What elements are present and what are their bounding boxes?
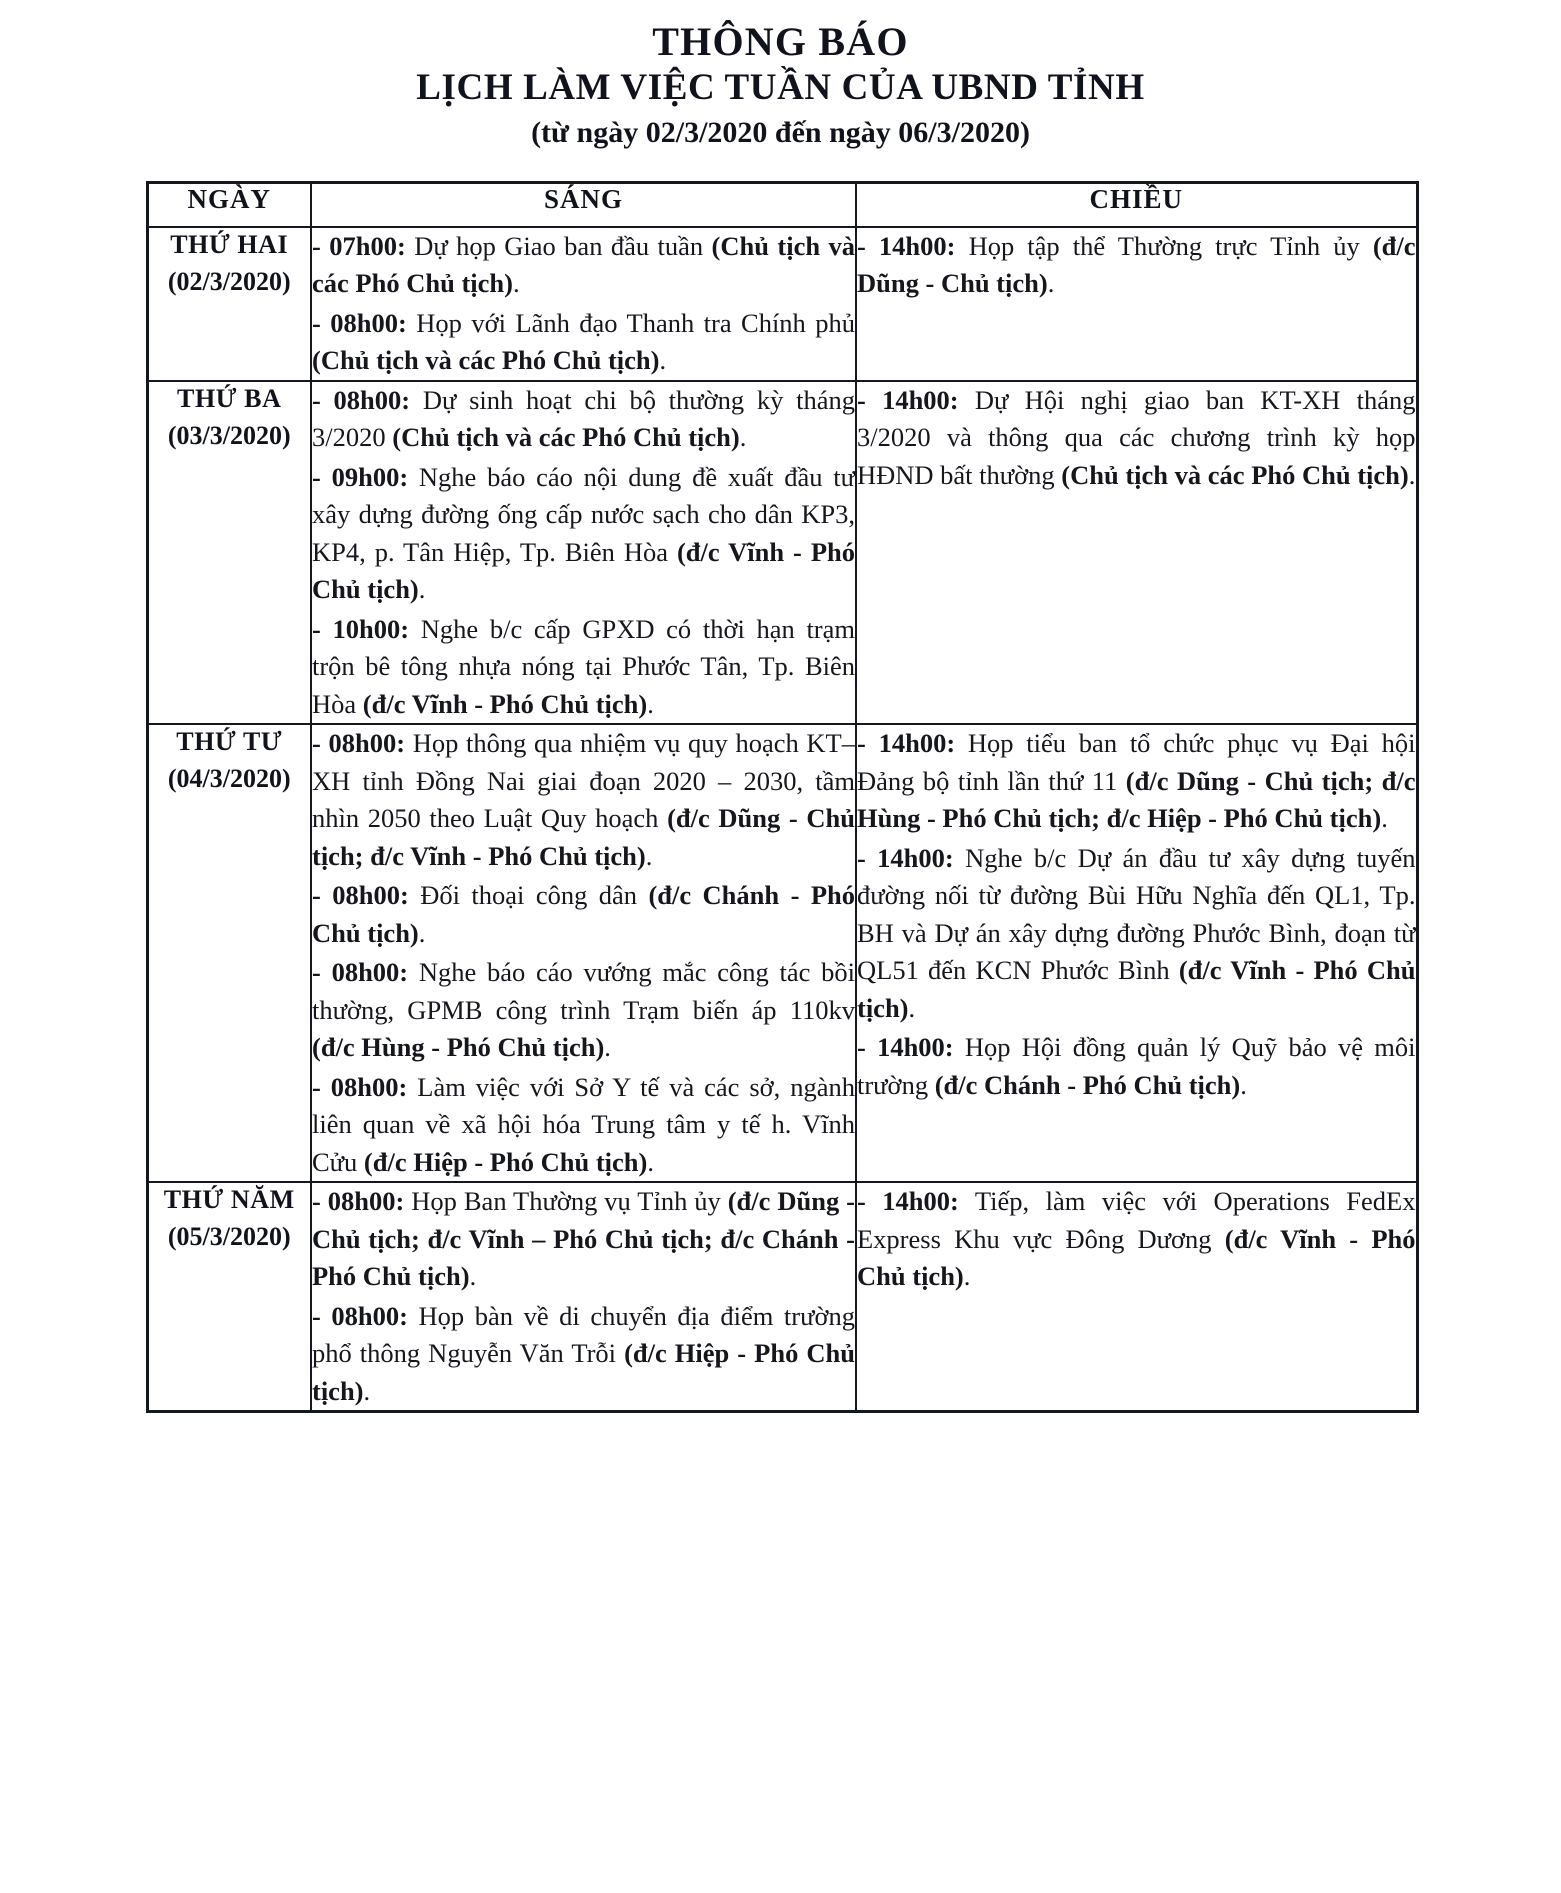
schedule-item <box>857 228 1416 303</box>
schedule-item <box>312 725 855 875</box>
schedule-item <box>312 228 855 303</box>
day-name: THỨ TƯ <box>176 727 283 757</box>
schedule-item-text: Họp bàn về di chuyển địa điểm trường phổ thông Nguyễn Văn Trỗi <box>312 1300 855 1369</box>
header-row <box>147 182 1417 227</box>
schedule-item-attendees: (đ/c Hiệp - Phó Chủ tịch) <box>312 1338 855 1406</box>
day-cell <box>147 1182 311 1411</box>
schedule-item-time: - 08h00: <box>312 957 409 988</box>
table-body <box>147 227 1417 1412</box>
schedule-item-text: Dự sinh hoạt chi bộ thường kỳ tháng 3/2020 <box>312 384 855 453</box>
schedule-item-time: - 14h00: <box>857 384 959 415</box>
schedule-item-attendees: (đ/c Vĩnh - Phó Chủ tịch) <box>362 688 648 719</box>
schedule-item-text: Nghe báo cáo nội dung đề xuất đầu tư xây dựng đường ống cấp nước sạch cho dân KP3, KP4, p. Tân Hiệp, Tp. Biên Hòa <box>312 461 855 567</box>
schedule-item-tail: . <box>908 992 916 1023</box>
schedule-item <box>312 305 855 380</box>
table-row <box>147 227 1417 381</box>
schedule-item-tail: . <box>647 1146 654 1177</box>
schedule-item-attendees: (đ/c Dũng - Chủ tịch) <box>857 230 1416 299</box>
schedule-item-tail: . <box>363 1375 371 1406</box>
schedule-item <box>857 1029 1416 1104</box>
schedule-item <box>857 725 1416 837</box>
page-title: THÔNG BÁO <box>652 19 909 64</box>
schedule-item-tail: . <box>647 688 654 719</box>
schedule-item-attendees: (đ/c Hiệp - Phó Chủ tịch) <box>363 1146 648 1177</box>
day-cell <box>147 227 311 381</box>
schedule-item-tail: . <box>1408 459 1416 490</box>
schedule-item-text: Họp tiểu ban tổ chức phục vụ Đại hội Đảng bộ tỉnh lần thứ 11 <box>857 728 1416 796</box>
morning-cell <box>311 724 856 1182</box>
schedule-item-time: - 08h00: <box>312 728 406 759</box>
schedule-table <box>146 181 1419 1413</box>
schedule-item-attendees: (Chủ tịch và các Phó Chủ tịch) <box>392 422 740 453</box>
day-date: (05/3/2020) <box>167 1221 291 1251</box>
schedule-item-time: - 14h00: <box>857 1186 959 1217</box>
schedule-item-time: - 08h00: <box>312 1300 408 1331</box>
schedule-item <box>857 840 1416 1027</box>
day-name: THỨ HAI <box>170 229 289 259</box>
schedule-item-tail: . <box>659 345 667 376</box>
schedule-table-wrapper <box>146 181 1416 1413</box>
schedule-item-time: - 14h00: <box>857 842 954 873</box>
schedule-item-attendees: (đ/c Chánh - Phó Chủ tịch) <box>312 880 855 948</box>
schedule-item-attendees: (đ/c Dũng - Chủ tịch; đ/c Vĩnh – Phó Chủ tịch; đ/c Chánh - Phó Chủ tịch) <box>312 1186 855 1292</box>
schedule-item-attendees: (đ/c Dũng - Chủ tịch; đ/c Hùng - Phó Chủ tịch; đ/c Hiệp - Phó Chủ tịch) <box>857 765 1416 834</box>
schedule-item <box>312 459 855 609</box>
date-range: (từ ngày 02/3/2020 đến ngày 06/3/2020) <box>531 115 1030 149</box>
schedule-item-time: - 08h00: <box>312 384 411 415</box>
schedule-item-attendees: (đ/c Vĩnh - Phó Chủ tịch) <box>857 1223 1416 1292</box>
schedule-item-tail: . <box>469 1261 477 1292</box>
schedule-item-time: - 14h00: <box>857 230 956 261</box>
afternoon-cell <box>856 227 1417 381</box>
afternoon-cell <box>856 724 1417 1182</box>
schedule-item-tail: . <box>418 917 426 948</box>
schedule-item-attendees: (Chủ tịch và các Phó Chủ tịch) <box>312 345 660 376</box>
schedule-item-attendees: (đ/c Chánh - Phó Chủ tịch) <box>934 1069 1241 1100</box>
schedule-item-time: - 08h00: <box>312 1186 405 1217</box>
page-subtitle: LỊCH LÀM VIỆC TUẦN CỦA UBND TỈNH <box>416 66 1145 108</box>
table-row <box>147 724 1417 1182</box>
schedule-item-time: - 08h00: <box>312 307 407 338</box>
morning-cell <box>311 1182 856 1411</box>
schedule-item-text: Dự họp Giao ban đầu tuần <box>405 230 712 261</box>
schedule-item-text: Dự Hội nghị giao ban KT-XH tháng 3/2020 và thông qua các chương trình kỳ họp HĐND bất thường <box>857 384 1416 490</box>
day-date: (03/3/2020) <box>167 420 291 450</box>
day-date: (04/3/2020) <box>167 764 291 794</box>
schedule-item-text: Họp thông qua nhiệm vụ quy hoạch KT–XH tỉnh Đồng Nai giai đoạn 2020 – 2030, tầm nhìn 2050 theo Luật Quy hoạch <box>312 728 855 834</box>
schedule-item-text: Làm việc với Sở Y tế và các sở, ngành liên quan về xã hội hóa Trung tâm y tế h. Vĩnh Cửu <box>312 1071 855 1177</box>
schedule-item <box>312 877 855 952</box>
schedule-item-tail: . <box>604 1032 611 1063</box>
schedule-item-text: Nghe b/c Dự án đầu tư xây dựng tuyến đường nối từ đường Bùi Hữu Nghĩa đến QL1, Tp. BH và Dự án xây dựng đường Phước Bình, đoạn từ QL51 đến KCN Phước Bình <box>857 842 1416 986</box>
day-date: (02/3/2020) <box>167 266 291 296</box>
schedule-item-time: - 10h00: <box>312 613 410 644</box>
schedule-item-tail: . <box>418 574 426 605</box>
schedule-item-tail: . <box>512 268 520 299</box>
table-row <box>147 1182 1417 1411</box>
schedule-item-attendees: (đ/c Hùng - Phó Chủ tịch) <box>312 1032 605 1063</box>
table-header <box>147 182 1417 227</box>
schedule-item-attendees: (đ/c Dũng - Chủ tịch; đ/c Vĩnh - Phó Chủ tịch) <box>312 803 855 871</box>
table-row <box>147 381 1417 724</box>
schedule-item-attendees: (đ/c Vĩnh - Phó Chủ tịch) <box>312 536 856 605</box>
schedule-item <box>857 1183 1416 1295</box>
day-cell <box>147 381 311 724</box>
schedule-item-tail: . <box>739 422 747 453</box>
schedule-item <box>312 1069 855 1181</box>
schedule-item-time: - 07h00: <box>312 230 406 261</box>
schedule-item-text: Họp Hội đồng quản lý Quỹ bảo vệ môi trường <box>857 1032 1416 1100</box>
schedule-item-time: - 14h00: <box>857 1032 954 1063</box>
afternoon-cell <box>856 381 1417 724</box>
schedule-item <box>312 382 855 457</box>
schedule-item-text: Họp tập thể Thường trực Tỉnh ủy <box>955 230 1373 261</box>
schedule-item-text: Tiếp, làm việc với Operations FedEx Express Khu vực Đông Dương <box>857 1186 1416 1254</box>
schedule-item-tail: . <box>1240 1069 1247 1100</box>
document-title-block <box>146 14 1416 151</box>
schedule-item <box>312 611 855 723</box>
column-header-afternoon: CHIỀU <box>856 182 1417 227</box>
schedule-item <box>857 382 1416 494</box>
schedule-item-tail: . <box>1047 268 1055 299</box>
schedule-item-text: Đối thoại công dân <box>408 880 649 911</box>
day-name: THỨ BA <box>177 383 282 413</box>
morning-cell <box>311 381 856 724</box>
schedule-item-text: Họp với Lãnh đạo Thanh tra Chính phủ <box>406 307 855 338</box>
schedule-item-time: - 09h00: <box>312 461 409 492</box>
schedule-item-attendees: (Chủ tịch và các Phó Chủ tịch) <box>1061 459 1409 490</box>
schedule-item <box>312 1183 855 1295</box>
schedule-item <box>312 1298 855 1410</box>
schedule-item-attendees: (đ/c Vĩnh - Phó Chủ tịch) <box>857 955 1416 1023</box>
day-name: THỨ NĂM <box>163 1185 295 1215</box>
afternoon-cell <box>856 1182 1417 1411</box>
schedule-item-text: Nghe b/c cấp GPXD có thời hạn trạm trộn bê tông nhựa nóng tại Phước Tân, Tp. Biên Hòa <box>312 613 856 719</box>
schedule-item-text: Nghe báo cáo vướng mắc công tác bồi thường, GPMB công trình Trạm biến áp 110kv <box>312 957 856 1025</box>
schedule-item-time: - 08h00: <box>312 880 409 911</box>
schedule-item-time: - 08h00: <box>312 1071 408 1102</box>
schedule-item-text: Họp Ban Thường vụ Tỉnh ủy <box>404 1186 728 1217</box>
schedule-item-tail: . <box>963 1261 971 1292</box>
schedule-item-tail: . <box>645 840 653 871</box>
morning-cell <box>311 227 856 381</box>
schedule-item <box>312 954 855 1066</box>
column-header-day: NGÀY <box>147 182 311 227</box>
schedule-item-time: - 14h00: <box>857 728 956 759</box>
schedule-item-tail: . <box>1381 803 1388 834</box>
schedule-item-attendees: (Chủ tịch và các Phó Chủ tịch) <box>312 230 855 299</box>
day-cell <box>147 724 311 1182</box>
column-header-morning: SÁNG <box>311 182 856 227</box>
